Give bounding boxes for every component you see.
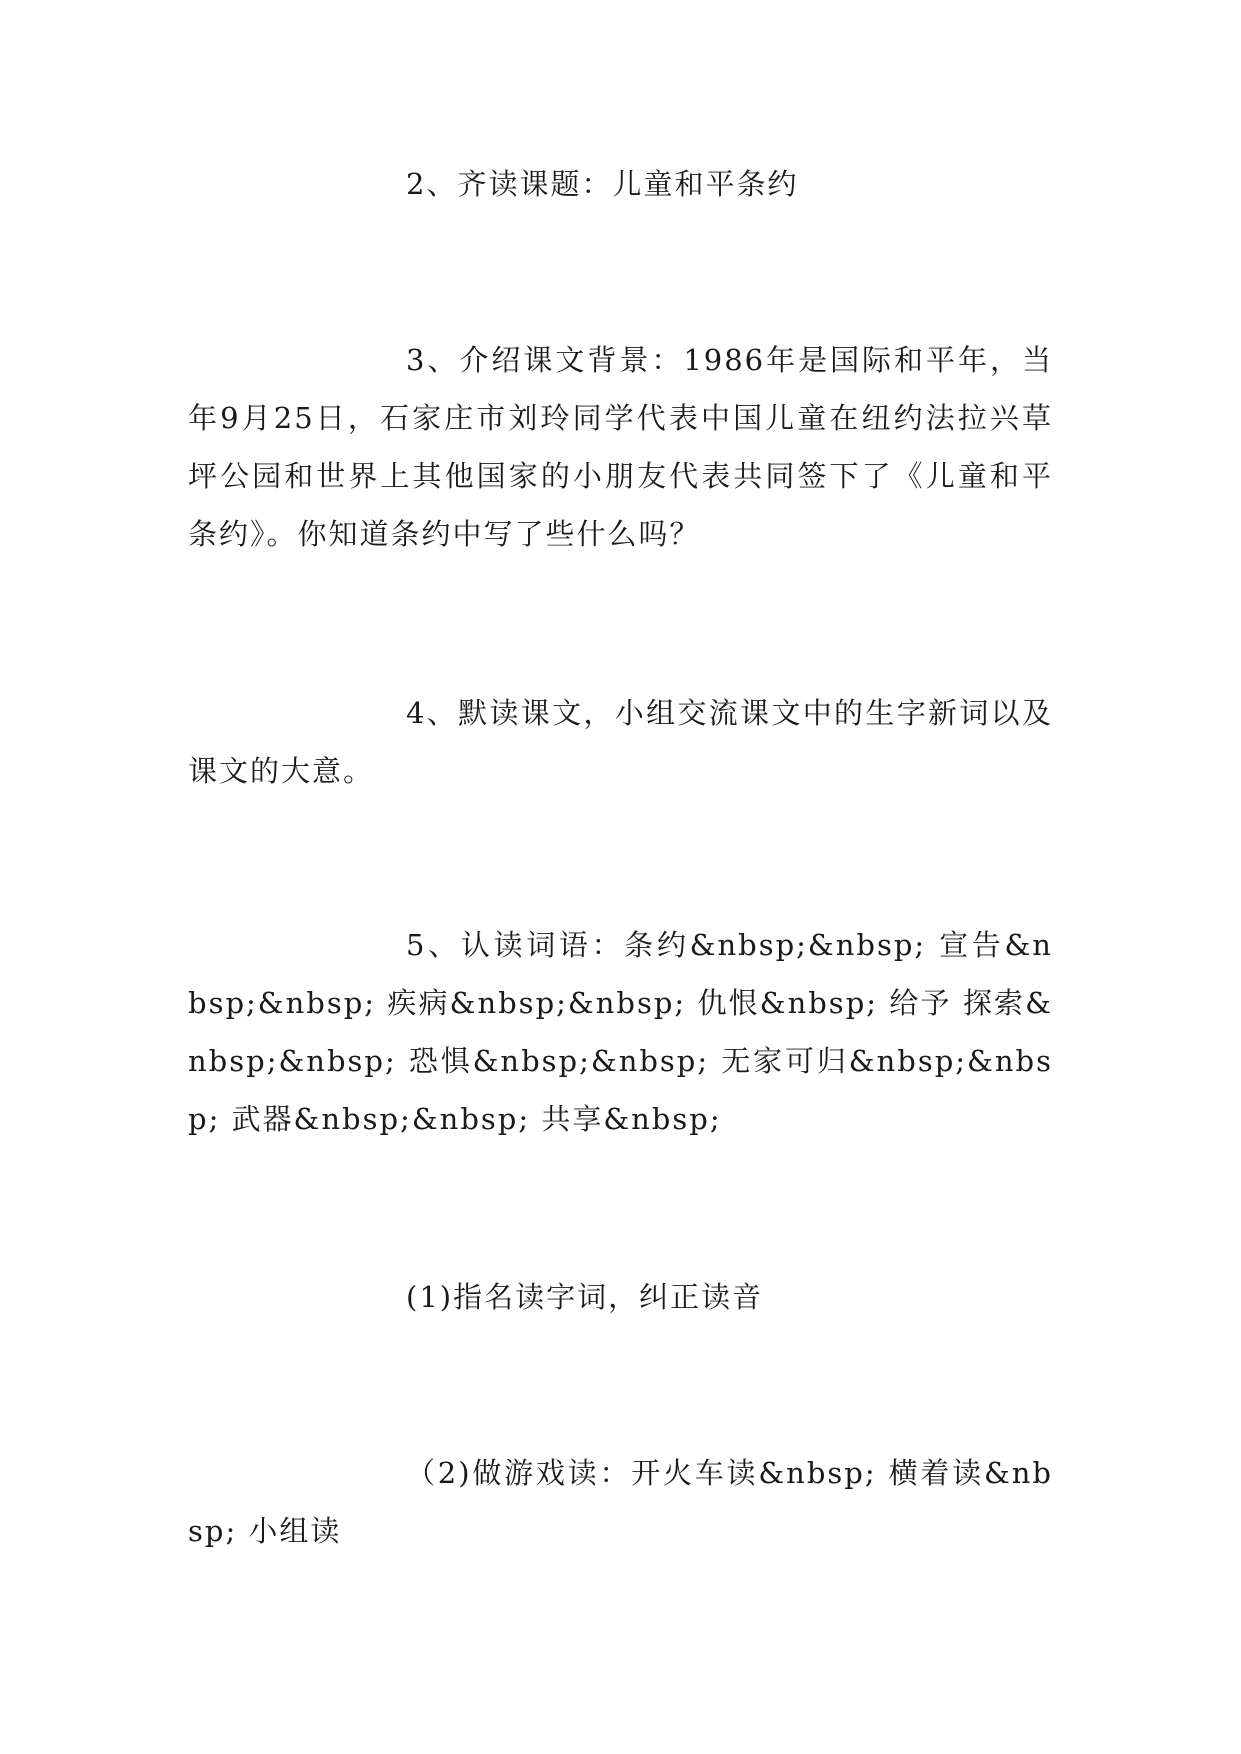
paragraph-sub-step-2: （2)做游戏读：开火车读&nbsp; 横着读&nbsp; 小组读 bbox=[188, 1456, 1053, 1548]
paragraph-silent-reading: 4、默读课文，小组交流课文中的生字新词以及课文的大意。 bbox=[188, 696, 1053, 788]
paragraph-word-list: 5、认读词语：条约&nbsp;&nbsp; 宣告&nbsp;&nbsp; 疾病&nbsp;&nbsp; 仇恨&nbsp; 给予 探索&nbsp;&nbsp; 恐惧&nbsp;&nbsp; 无家可归&nbsp;&nbsp; 武器&nbsp;&nbsp; 共享&nbsp; bbox=[188, 928, 1053, 1136]
paragraph-background: 3、介绍课文背景：1986年是国际和平年，当年9月25日，石家庄市刘玲同学代表中国儿童在纽约法拉兴草坪公园和世界上其他国家的小朋友代表共同签下了《儿童和平条约》。你知道条约中写了些什么吗？ bbox=[188, 343, 1053, 551]
paragraph-title-reading: 2、齐读课题：儿童和平条约 bbox=[406, 167, 799, 201]
paragraph-sub-step-1: (1)指名读字词，纠正读音 bbox=[406, 1280, 764, 1314]
